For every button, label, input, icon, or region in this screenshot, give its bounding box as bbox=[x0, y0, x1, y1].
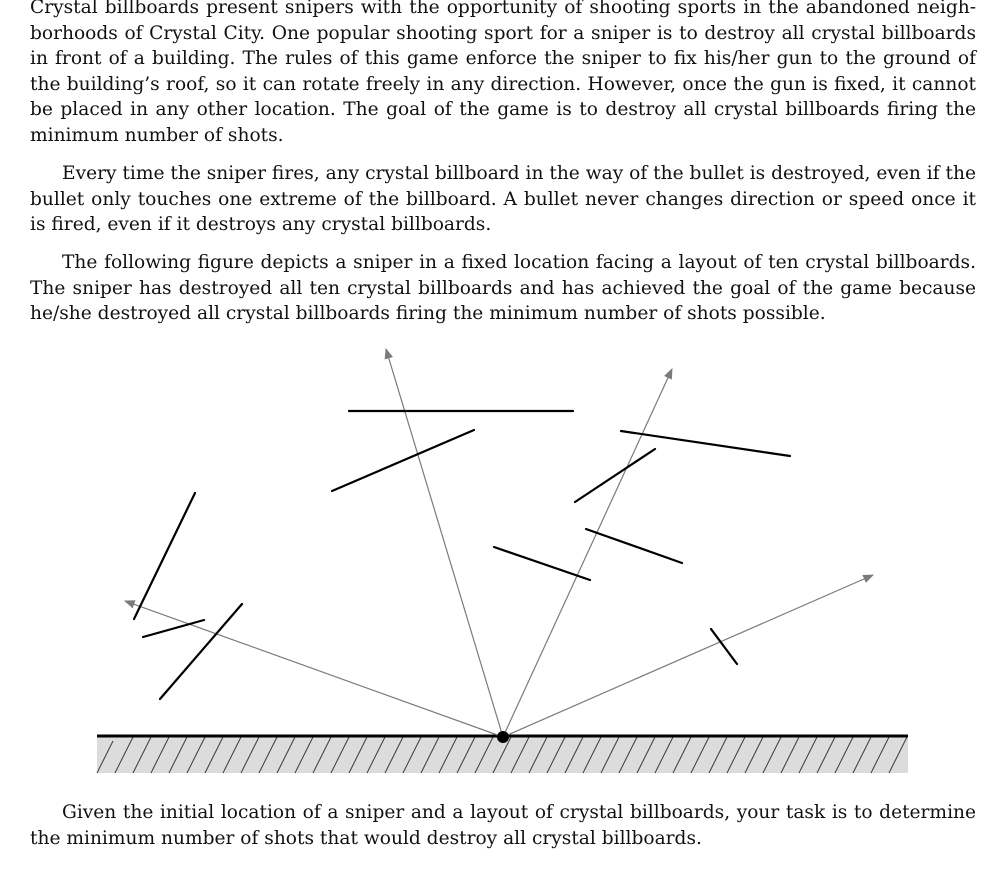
billboards bbox=[134, 411, 790, 699]
shot-line bbox=[503, 575, 873, 737]
intro-paragraph: Crystal billboards present snipers with the opportunity of shooting sports in the abandoned neighborhoods of Crystal City. One popular shooting sport for a sniper is to destroy all crystal billboards in front of a building. The rules of this game enforce the sniper to fix his/her gun to the ground of the building’s roof, so it can rotate freely in any direction. However, once the gun is fixed, it cannot be placed in any other location. The goal of the game is to destroy all crystal billboards firing the minimum number of shots. bbox=[30, 0, 976, 146]
crystal-billboard bbox=[134, 493, 195, 619]
crystal-billboard bbox=[332, 430, 474, 491]
shot-line bbox=[125, 601, 503, 737]
shot-line bbox=[386, 349, 503, 737]
figure-description-paragraph: The following figure depicts a sniper in a fixed location facing a layout of ten crystal billboards. The sniper has destroyed all ten crystal billboards and has achieved the goal of the game because he/she destroyed all crystal billboards firing the minimum number of shots possible. bbox=[30, 252, 976, 324]
crystal-billboard bbox=[143, 620, 204, 637]
sniper-position bbox=[497, 731, 509, 743]
shot-line bbox=[503, 369, 672, 737]
shots bbox=[125, 349, 873, 737]
task-paragraph: Given the initial location of a sniper and a layout of crystal billboards, your task is to determine the minimum number of shots that would destroy all crystal billboards. bbox=[30, 802, 976, 849]
crystal-billboard bbox=[621, 431, 790, 456]
crystal-billboard bbox=[586, 529, 682, 563]
sniper-billboard-figure bbox=[30, 330, 976, 780]
crystal-billboard bbox=[711, 629, 737, 664]
crystal-billboard bbox=[494, 547, 590, 580]
bullet-rules-paragraph: Every time the sniper fires, any crystal billboard in the way of the bullet is destroyed, even if the bullet only touches one extreme of the billboard. A bullet never changes direction or speed once it is fired, even if it destroys any crystal billboards. bbox=[30, 163, 976, 235]
